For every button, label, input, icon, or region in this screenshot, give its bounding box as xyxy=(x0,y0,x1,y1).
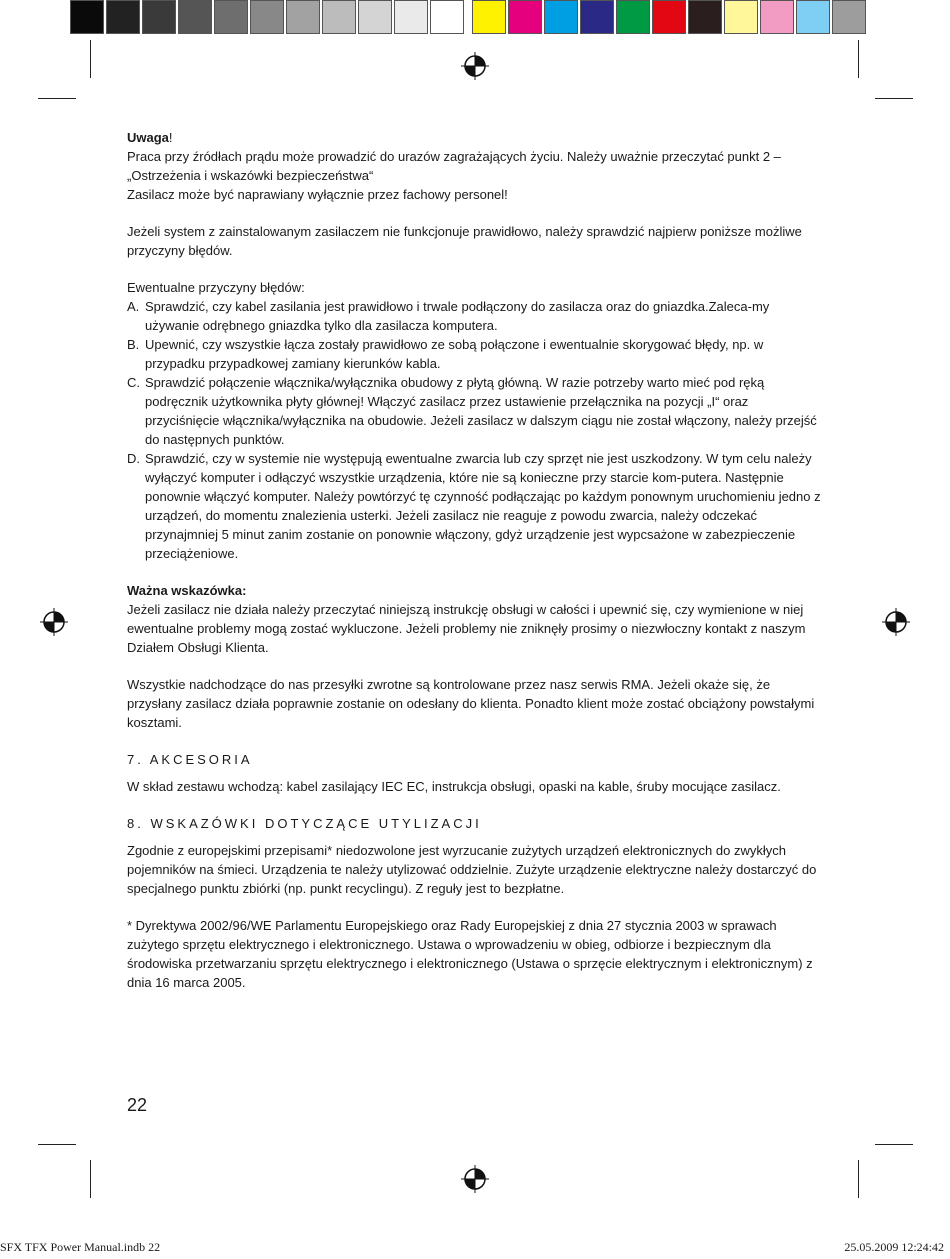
registration-mark-icon xyxy=(882,608,910,636)
tip-title: Ważna wskazówka: xyxy=(127,583,247,598)
color-swatch xyxy=(70,0,104,34)
section-7-text: W skład zestawu wchodzą: kabel zasilający IEC EC, instrukcja obsługi, opaski na kable, śruby mocujące zasilacz. xyxy=(127,779,781,794)
print-slug-file: SFX TFX Power Manual.indb 22 xyxy=(0,1240,161,1254)
color-swatch xyxy=(616,0,650,34)
list-text: Sprawdzić, czy kabel zasilania jest prawidłowo i trwale podłączony do zasilacza oraz do gniazdka.Zaleca-my używanie odrębnego gniazdka tylko dla zasilacza komputera. xyxy=(145,299,770,333)
crop-mark xyxy=(38,98,76,99)
list-letter: C. xyxy=(127,375,140,390)
registration-mark-icon xyxy=(461,1165,489,1193)
crop-mark xyxy=(858,1160,859,1198)
page-content xyxy=(127,128,823,992)
warning-text: Praca przy źródłach prądu może prowadzić do urazów zagrażających życiu. Należy uważnie przeczytać punkt 2 – „Ostrzeżenia i wskazówki bezpieczeństwa“ xyxy=(127,149,781,183)
list-letter: D. xyxy=(127,451,140,466)
color-swatch xyxy=(652,0,686,34)
color-swatch xyxy=(178,0,212,34)
crop-mark xyxy=(875,1144,913,1145)
page-number: 22 xyxy=(127,1095,148,1115)
section-8-text: Zgodnie z europejskimi przepisami* niedozwolone jest wyrzucanie zużytych urządzeń elektronicznych do zwykłych pojemników na śmieci. Urządzenia te należy utylizować oddzielnie. Zużyte urządzenie elektryczne należy dostarczyć do specjalnego punktu zbiórki (np. punkt recyclingu). Z reguły jest to bezpłatne. xyxy=(127,843,817,896)
list-item xyxy=(127,449,823,563)
color-swatch xyxy=(142,0,176,34)
warning-title: Uwaga! xyxy=(127,130,173,145)
color-calibration-bar xyxy=(70,0,868,36)
color-swatch xyxy=(286,0,320,34)
causes-list xyxy=(127,297,823,563)
list-text: Sprawdzić, czy w systemie nie występują ewentualne zwarcia lub czy sprzęt nie jest uszkodzony. W tym celu należy wyłączyć komputer i odłączyć wszystkie urządzenia, które nie są konieczne przy starcie kom-putera. Następnie ponownie włączyć komputer. Należy powtórzyć tę czynność podłączając po każdym ponownym uruchomieniu jedno z urządzeń, do momentu znalezienia usterki. Jeżeli zasilacz nie reaguje z powodu zwarcia, należy odczekać przynajmniej 5 minut zanim zostanie on ponownie włączony, gdyż urządzenie jest wypcsażone w zabezpieczenie przeciążeniowe. xyxy=(145,451,821,561)
print-slug-timestamp: 25.05.2009 12:24:42 xyxy=(844,1240,944,1254)
color-swatch xyxy=(322,0,356,34)
footnote: * Dyrektywa 2002/96/WE Parlamentu Europejskiego oraz Rady Europejskiej z dnia 27 stycznia 2003 w sprawach zużytego sprzętu elektrycznego i elektronicznego. Ustawa o wprowadzeniu w obieg, odbiorze i bezpiecznym dla środowiska przetwarzaniu sprzętu elektrycznego i elektronicznego (Ustawa o sprzęcie elektrycznym i elektronicznym) z dnia 16 marca 2005. xyxy=(127,918,813,990)
list-item xyxy=(127,297,823,335)
section-8-heading: 8. WSKAZÓWKI DOTYCZĄCE UTYLIZACJI xyxy=(127,816,482,831)
color-swatch xyxy=(508,0,542,34)
intro-paragraph: Jeżeli system z zainstalowanym zasilaczem nie funkcjonuje prawidłowo, należy sprawdzić najpierw poniższe możliwe przyczyny błędów. xyxy=(127,224,802,258)
list-text: Upewnić, czy wszystkie łącza zostały prawidłowo ze sobą połączone i ewentualnie skorygować błędy, np. w przypadku przypadkowej zamiany kierunków kabla. xyxy=(145,337,764,371)
color-swatch xyxy=(358,0,392,34)
section-7-heading: 7. AKCESORIA xyxy=(127,752,253,767)
registration-mark-icon xyxy=(40,608,68,636)
list-item xyxy=(127,335,823,373)
causes-title: Ewentualne przyczyny błędów: xyxy=(127,280,305,295)
color-swatch xyxy=(760,0,794,34)
registration-mark-icon xyxy=(461,52,489,80)
crop-mark xyxy=(38,1144,76,1145)
crop-mark xyxy=(858,40,859,78)
color-swatch xyxy=(832,0,866,34)
list-letter: B. xyxy=(127,337,140,352)
crop-mark xyxy=(90,1160,91,1198)
color-swatch xyxy=(472,0,506,34)
warning-text: Zasilacz może być naprawiany wyłącznie przez fachowy personel! xyxy=(127,187,508,202)
crop-mark xyxy=(875,98,913,99)
color-swatch xyxy=(796,0,830,34)
color-swatch xyxy=(688,0,722,34)
crop-mark xyxy=(90,40,91,78)
color-swatch xyxy=(430,0,464,34)
color-swatch xyxy=(106,0,140,34)
color-swatch xyxy=(214,0,248,34)
color-swatch xyxy=(394,0,428,34)
color-swatch xyxy=(724,0,758,34)
list-text: Sprawdzić połączenie włącznika/wyłącznika obudowy z płytą główną. W razie potrzeby warto mieć pod ręką podręcznik użytkownika płyty głównej! Włączyć zasilacz przez ustawienie przełącznika na pozycji „I“ oraz przyciśnięcie włącznika/wyłącznika na obudowie. Jeżeli zasilacz w dalszym ciągu nie został włączony, należy przejść do następnych punktów. xyxy=(145,375,817,447)
rma-paragraph: Wszystkie nadchodzące do nas przesyłki zwrotne są kontrolowane przez nasz serwis RMA. Jeżeli okaże się, że przysłany zasilacz działa poprawnie zostanie on odesłany do klienta. Ponadto klient może zostać obciążony powstałymi kosztami. xyxy=(127,677,815,730)
tip-text: Jeżeli zasilacz nie działa należy przeczytać niniejszą instrukcję obsługi w całości i upewnić się, czy wymienione w niej ewentualne problemy mogą zostać wykluczone. Jeżeli problemy nie zniknęły prosimy o niezwłoczny kontakt z naszym Działem Obsługi Klienta. xyxy=(127,602,806,655)
list-letter: A. xyxy=(127,299,140,314)
color-swatch xyxy=(250,0,284,34)
color-swatch xyxy=(544,0,578,34)
list-item xyxy=(127,373,823,449)
color-swatch xyxy=(580,0,614,34)
